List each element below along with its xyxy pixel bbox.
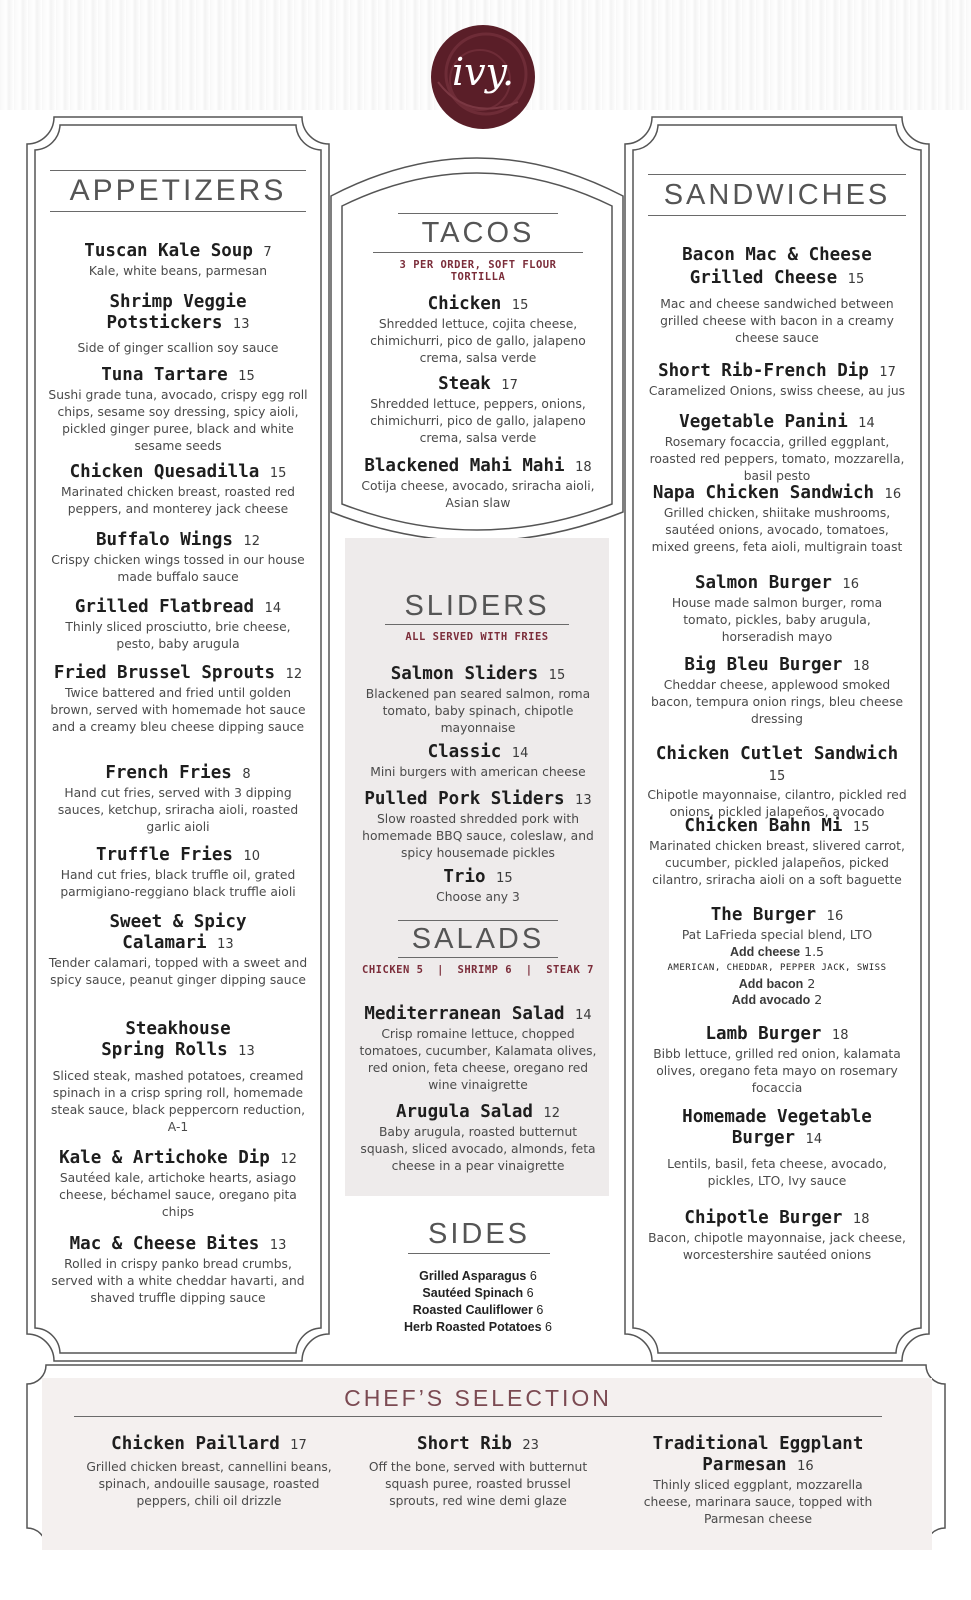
item-name: Mediterranean Salad <box>364 1004 565 1024</box>
item-name-line2: Spring Rolls <box>101 1040 228 1060</box>
appetizers-title: APPETIZERS <box>69 174 287 207</box>
item-price: 13 <box>575 793 592 808</box>
tacos-subtitle: 3 PER ORDER, SOFT FLOUR TORTILLA <box>399 259 557 283</box>
item-desc: Off the bone, served with butternut squash puree, roasted brussel sprouts, red wine demi glaze <box>368 1460 588 1508</box>
item-price: 15 <box>548 668 566 683</box>
item-name: Trio <box>443 867 486 887</box>
item-desc: Grilled chicken breast, cannellini beans, spinach, andouille sausage, roasted peppers, chili oil drizzle <box>86 1460 332 1508</box>
menu-item <box>46 462 310 518</box>
divider <box>648 215 906 216</box>
item-name-line2: Parmesan <box>702 1455 787 1475</box>
item-desc: Twice battered and fried until golden brown, served with homemade hot sauce and a creamy bleu cheese dipping sauce <box>50 686 306 734</box>
divider <box>74 1416 882 1417</box>
item-name: Kale & Artichoke Dip <box>59 1148 270 1168</box>
item-name: Buffalo Wings <box>95 530 233 550</box>
chefs-title: CHEF’S SELECTION <box>344 1385 612 1411</box>
item-desc: Cotija cheese, avocado, sriracha aioli, Asian slaw <box>361 479 595 510</box>
divider <box>373 252 583 253</box>
menu-item <box>646 905 908 1008</box>
menu-item <box>46 845 310 901</box>
item-name: Vegetable Panini <box>679 412 848 432</box>
item-desc: Lentils, basil, feta cheese, avocado, pickles, LTO, Ivy sauce <box>667 1157 887 1188</box>
side-name: Herb Roasted Potatoes <box>404 1320 542 1334</box>
item-price: 13 <box>238 1044 255 1059</box>
item-desc: Kale, white beans, parmesan <box>88 264 268 278</box>
item-price: 17 <box>501 378 518 393</box>
menu-item <box>356 789 600 862</box>
side-price: 6 <box>526 1286 534 1300</box>
item-desc: Blackened pan seared salmon, roma tomato, baby spinach, chipotle mayonnaise <box>365 687 591 735</box>
salads-subtitle: CHICKEN 5 | SHRIMP 6 | STEAK 7 <box>362 964 594 976</box>
item-name: Short Rib <box>417 1434 512 1454</box>
side-price: 6 <box>536 1303 544 1317</box>
item-desc: Rolled in crispy panko bread crumbs, served with a white cheddar havarti, and shaved truffle dipping sauce <box>51 1257 305 1305</box>
addon-avocado-label: Add avocado <box>731 993 811 1007</box>
item-name: Chicken Paillard <box>111 1434 280 1454</box>
menu-item <box>86 1434 332 1510</box>
item-name: Sweet & Spicy <box>109 912 247 932</box>
item-desc: Bacon, chipotle mayonnaise, jack cheese, worcestershire sautéed onions <box>648 1231 906 1262</box>
item-desc: Hand cut fries, black truffle oil, grated parmigiano-reggiano black truffle aioli <box>60 868 296 899</box>
item-name: Tuscan Kale Soup <box>84 241 253 261</box>
item-price: 15 <box>238 369 255 384</box>
item-desc: Caramelized Onions, swiss cheese, au jus <box>648 384 906 398</box>
item-name-line2: Grilled Cheese <box>689 268 838 288</box>
item-price: 13 <box>269 1238 287 1253</box>
item-desc: Slow roasted shredded pork with homemade BBQ sauce, coleslaw, and spicy housemade pickles <box>362 812 594 860</box>
item-price: 15 <box>269 466 287 481</box>
item-name: Steakhouse <box>125 1019 231 1039</box>
item-name: Chicken Bahn Mi <box>684 816 843 836</box>
sliders-header <box>385 588 569 643</box>
menu-item <box>646 412 908 485</box>
side-item <box>378 1285 578 1302</box>
menu-item <box>46 292 310 357</box>
item-name: Mac & Cheese Bites <box>69 1234 260 1254</box>
sandwiches-title: SANDWICHES <box>663 179 891 211</box>
item-name: Grilled Flatbread <box>74 597 255 617</box>
item-name: Classic <box>427 742 502 762</box>
menu-item <box>356 664 600 737</box>
item-desc: Chipotle mayonnaise, cilantro, pickled red onions, pickled jalapeños, avocado <box>647 788 907 819</box>
item-price: 14 <box>858 416 875 431</box>
menu-item <box>646 1107 908 1190</box>
menu-item <box>646 483 908 556</box>
item-price: 12 <box>243 534 261 549</box>
item-desc: House made salmon burger, roma tomato, pickles, baby arugula, horseradish mayo <box>671 596 883 644</box>
addon-avocado-price: 2 <box>814 992 823 1007</box>
sliders-title: SLIDERS <box>404 590 550 622</box>
item-price: 16 <box>842 577 860 592</box>
menu-item <box>46 663 310 736</box>
side-name: Sautéed Spinach <box>422 1286 524 1300</box>
menu-item <box>46 1148 310 1221</box>
menu-item <box>356 742 600 781</box>
item-desc: Thinly sliced eggplant, mozzarella cheese, marinara sauce, topped with Parmesan cheese <box>643 1478 873 1526</box>
item-desc: Thinly sliced prosciutto, brie cheese, pesto, baby arugula <box>65 620 291 651</box>
item-name: Salmon Sliders <box>390 664 539 684</box>
menu-item <box>46 365 310 455</box>
menu-item <box>646 573 908 646</box>
item-desc: Baby arugula, roasted butternut squash, sliced avocado, almonds, feta cheese in a pear vinaigrette <box>360 1125 596 1173</box>
menu-item <box>646 245 908 347</box>
menu-item <box>46 912 310 989</box>
item-name-line2: Calamari <box>122 933 207 953</box>
item-price: 15 <box>496 871 513 886</box>
item-name: Chicken <box>427 294 502 314</box>
divider <box>408 1253 550 1254</box>
item-name: Traditional Eggplant <box>652 1434 864 1454</box>
item-price: 14 <box>805 1132 823 1147</box>
sides-title: SIDES <box>427 1218 531 1250</box>
item-price: 16 <box>797 1459 814 1474</box>
sides-list <box>378 1268 578 1336</box>
menu-item <box>356 294 600 367</box>
menu-item <box>46 1019 310 1136</box>
menu-item <box>632 1434 884 1528</box>
item-price: 15 <box>511 298 529 313</box>
item-name: Arugula Salad <box>395 1102 533 1122</box>
sides-header <box>408 1215 550 1254</box>
salads-header <box>356 920 600 976</box>
item-name: Salmon Burger <box>694 573 832 593</box>
item-price: 16 <box>826 909 844 924</box>
item-name: Short Rib-French Dip <box>658 361 869 381</box>
item-desc: Choose any 3 <box>436 890 520 904</box>
item-name: Big Bleu Burger <box>684 655 843 675</box>
menu-item <box>646 1208 908 1264</box>
menu-item <box>46 763 310 836</box>
item-price: 7 <box>263 245 272 260</box>
item-price: 17 <box>879 365 896 380</box>
item-name: Bacon Mac & Cheese <box>682 245 872 265</box>
item-name: Blackened Mahi Mahi <box>364 456 565 476</box>
item-desc: Cheddar cheese, applewood smoked bacon, tempura onion rings, bleu cheese dressing <box>650 678 904 726</box>
item-price: 15 <box>768 769 786 784</box>
item-price: 18 <box>853 1212 870 1227</box>
menu-item <box>646 655 908 728</box>
menu-item <box>356 867 600 906</box>
side-price: 6 <box>545 1320 552 1334</box>
side-item <box>378 1268 578 1285</box>
appetizers-section <box>46 170 310 212</box>
item-desc: Sliced steak, mashed potatoes, creamed spinach in a crisp spring roll, homemade steak sauce, black peppercorn reduction, A-1 <box>50 1069 306 1134</box>
side-item <box>378 1319 578 1336</box>
tacos-title: TACOS <box>421 217 535 249</box>
tacos-header <box>373 213 583 283</box>
addon-cheese-price: 1.5 <box>804 944 825 959</box>
item-price: 13 <box>217 937 234 952</box>
sandwiches-section <box>648 174 906 216</box>
menu-item <box>356 374 600 447</box>
item-price: 16 <box>884 487 902 502</box>
item-price: 10 <box>243 849 261 864</box>
addon-bacon-label: Add bacon <box>738 977 804 991</box>
item-desc: Marinated chicken breast, roasted red peppers, and monterey jack cheese <box>61 485 295 516</box>
item-name: French Fries <box>105 763 232 783</box>
addon-bacon-price: 2 <box>807 976 816 991</box>
logo-text: ivy. <box>451 50 515 94</box>
ivy-logo <box>428 22 538 132</box>
item-name: Shrimp Veggie <box>109 292 247 312</box>
menu-item <box>646 744 908 821</box>
item-price: 15 <box>847 272 865 287</box>
item-desc: Tender calamari, topped with a sweet and spicy sauce, peanut ginger dipping sauce <box>48 956 308 987</box>
item-name: Homemade Vegetable <box>682 1107 872 1127</box>
chefs-header <box>74 1382 882 1417</box>
item-desc: Bibb lettuce, grilled red onion, kalamata olives, oregano feta mayo on rosemary focaccia <box>653 1047 901 1095</box>
item-price: 18 <box>575 460 592 475</box>
side-name: Grilled Asparagus <box>419 1269 527 1283</box>
item-price: 18 <box>831 1028 849 1043</box>
divider <box>50 211 306 212</box>
item-name-line2: Burger <box>731 1128 796 1148</box>
item-price: 23 <box>522 1438 539 1453</box>
item-desc: Marinated chicken breast, slivered carrot, cucumber, pickled jalapeños, picked cilantro, sriracha aioli on a soft baguette <box>649 839 905 887</box>
divider <box>385 624 569 625</box>
item-desc: Crispy chicken wings tossed in our house made buffalo sauce <box>51 553 305 584</box>
item-price: 17 <box>290 1438 307 1453</box>
item-name: Pulled Pork Sliders <box>364 789 565 809</box>
item-price: 14 <box>575 1008 592 1023</box>
item-name: The Burger <box>710 905 817 925</box>
item-price: 14 <box>511 746 529 761</box>
item-price: 12 <box>280 1152 297 1167</box>
menu-item <box>356 1102 600 1175</box>
item-price: 8 <box>242 767 251 782</box>
sliders-subtitle: ALL SERVED WITH FRIES <box>405 631 549 643</box>
item-name: Chicken Quesadilla <box>69 462 260 482</box>
menu-item <box>646 816 908 889</box>
item-price: 18 <box>853 659 870 674</box>
menu-item <box>46 1234 310 1307</box>
item-price: 14 <box>264 601 282 616</box>
item-desc: Mini burgers with american cheese <box>370 765 586 779</box>
item-desc: Side of ginger scallion soy sauce <box>77 341 279 355</box>
menu-item <box>646 361 908 400</box>
burger-addons <box>646 944 908 1008</box>
menu-item <box>362 1434 594 1510</box>
item-price: 13 <box>232 317 250 332</box>
item-name: Truffle Fries <box>95 845 233 865</box>
side-price: 6 <box>529 1269 537 1283</box>
item-name: Chicken Cutlet Sandwich <box>655 744 899 764</box>
item-desc: Shredded lettuce, cojita cheese, chimichurri, pico de gallo, jalapeno crema, salsa verde <box>370 317 586 365</box>
item-desc: Shredded lettuce, peppers, onions, chimichurri, pico de gallo, jalapeno crema, salsa verde <box>370 397 586 445</box>
item-desc: Grilled chicken, shiitake mushrooms, sautéed onions, avocado, tomatoes, mixed greens, feta aioli, multigrain toast <box>651 506 903 554</box>
item-desc: Sautéed kale, artichoke hearts, asiago cheese, béchamel sauce, oregano pita chips <box>59 1171 297 1219</box>
item-name-line2: Potstickers <box>106 313 223 333</box>
divider <box>398 957 558 958</box>
salads-title: SALADS <box>411 923 545 955</box>
menu-item <box>356 1004 600 1094</box>
item-name: Napa Chicken Sandwich <box>652 483 875 503</box>
item-name: Fried Brussel Sprouts <box>53 663 276 683</box>
menu-item <box>356 456 600 512</box>
menu-item <box>46 241 310 280</box>
item-price: 15 <box>853 820 870 835</box>
item-desc: Pat LaFrieda special blend, LTO <box>681 928 873 942</box>
side-name: Roasted Cauliflower <box>412 1303 533 1317</box>
item-desc: Crisp romaine lettuce, chopped tomatoes, cucumber, Kalamata olives, red onion, feta cheese, oregano red wine vinaigrette <box>359 1027 597 1092</box>
item-price: 12 <box>543 1106 561 1121</box>
menu-item <box>646 1024 908 1097</box>
item-name: Lamb Burger <box>705 1024 822 1044</box>
item-desc: Sushi grade tuna, avocado, crispy egg roll chips, sesame soy dressing, spicy aioli, pickled ginger puree, black and white sesame seeds <box>48 388 308 453</box>
item-desc: Hand cut fries, served with 3 dipping sauces, ketchup, sriracha aioli, roasted garlic aioli <box>57 786 299 834</box>
side-item <box>378 1302 578 1319</box>
item-name: Tuna Tartare <box>101 365 228 385</box>
item-price: 12 <box>285 667 303 682</box>
item-desc: Rosemary focaccia, grilled eggplant, roasted red peppers, tomato, mozzarella, basil pesto <box>649 435 905 483</box>
item-name: Chipotle Burger <box>684 1208 843 1228</box>
item-desc: Mac and cheese sandwiched between grilled cheese with bacon in a creamy cheese sauce <box>660 297 894 345</box>
addon-cheese-list: AMERICAN, CHEDDAR, PEPPER JACK, SWISS <box>667 963 887 973</box>
addon-cheese-label: Add cheese <box>729 945 801 959</box>
item-name: Steak <box>438 374 491 394</box>
menu-item <box>46 530 310 586</box>
menu-item <box>46 597 310 653</box>
